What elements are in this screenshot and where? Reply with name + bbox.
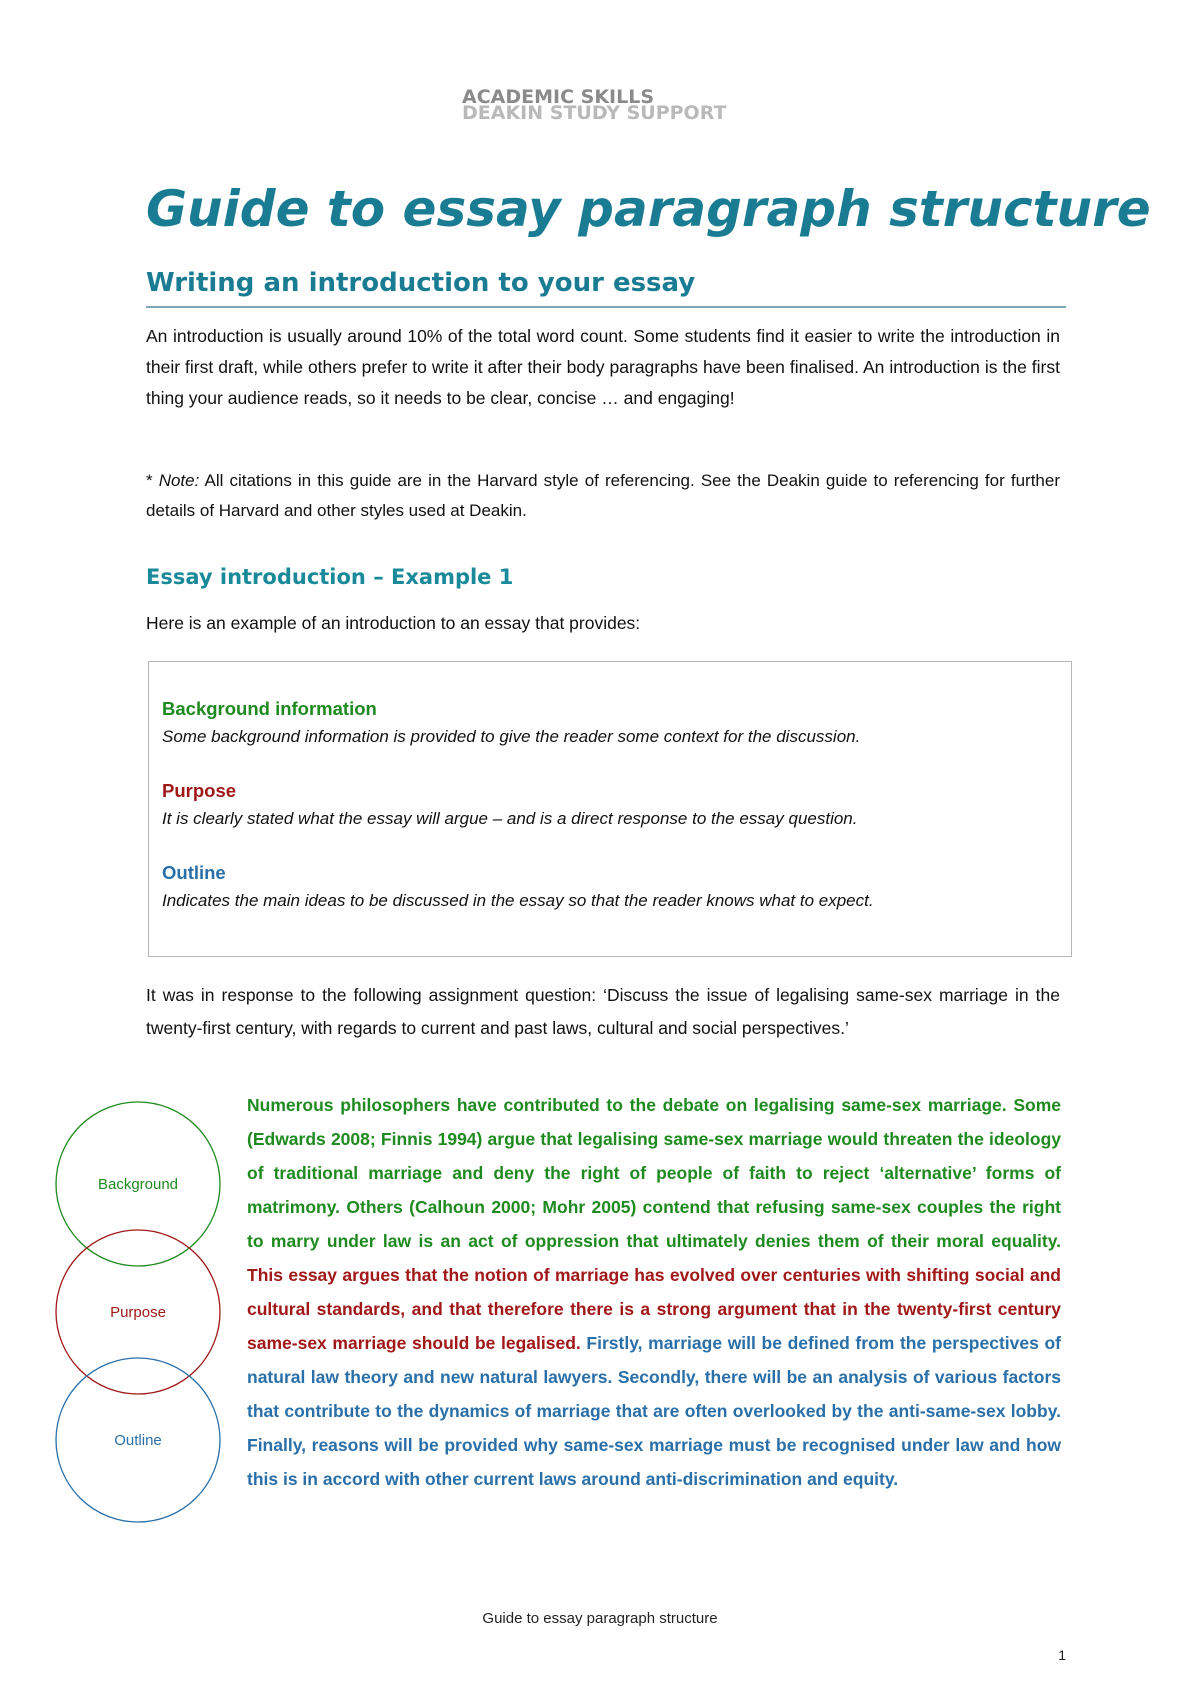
key-desc-background: Some background information is provided to give the reader some context for the discussion. bbox=[162, 727, 861, 746]
example-heading: Essay introduction – Example 1 bbox=[146, 565, 514, 589]
key-label-outline: Outline bbox=[162, 862, 226, 883]
logo-line-deakin-study-support: DEAKIN STUDY SUPPORT bbox=[462, 102, 727, 124]
footer-title: Guide to essay paragraph structure bbox=[482, 1610, 718, 1627]
citation-note bbox=[146, 466, 1060, 526]
structure-circles-diagram bbox=[48, 1100, 228, 1536]
note-text: All citations in this guide are in the Harvard style of referencing. See the Deakin guide to referencing for further details of Harvard and other styles used at Deakin. bbox=[146, 471, 1060, 520]
document-title: Guide to essay paragraph structure bbox=[146, 180, 1151, 238]
key-item-outline bbox=[162, 859, 874, 915]
intro-paragraph: An introduction is usually around 10% of the total word count. Some students find it easier to write the introduction in their first draft, while others prefer to write it after their body paragraphs have been finalised. An introduction is the first thing your audience reads, so it needs to be clear, concise … and engaging! bbox=[146, 326, 1060, 408]
key-item-purpose bbox=[162, 777, 857, 833]
colour-key-box bbox=[148, 661, 1072, 957]
section-heading-introduction: Writing an introduction to your essay bbox=[146, 268, 1066, 308]
key-label-purpose: Purpose bbox=[162, 780, 237, 801]
example-lead-text: Here is an example of an introduction to an essay that provides: bbox=[146, 613, 641, 633]
key-desc-purpose: It is clearly stated what the essay will argue – and is a direct response to the essay question. bbox=[162, 809, 858, 828]
example-essay-introduction bbox=[247, 1088, 1061, 1496]
key-desc-outline: Indicates the main ideas to be discussed in the essay so that the reader knows what to expect. bbox=[162, 891, 874, 910]
assignment-question: It was in response to the following assignment question: ‘Discuss the issue of legalising same-sex marriage in the twenty-first century, with regards to current and past laws, cultural and social perspectives.’ bbox=[146, 985, 1060, 1038]
essay-background-segment: Numerous philosophers have contributed to the debate on legalising same-sex marriage. Some (Edwards 2008; Finnis 1994) argue that legalising same-sex marriage would threaten the ideology of traditional marriage and deny the right of people of faith to reject ‘alternative’ forms of matrimony. Others (Calhoun 2000; Mohr 2005) contend that refusing same-sex couples the right to marry under law is an act of oppression that ultimately denies them of their moral equality. bbox=[247, 1095, 1061, 1251]
outline-circle-label: Outline bbox=[114, 1432, 162, 1449]
note-label: Note: bbox=[158, 471, 200, 490]
page-number: 1 bbox=[1058, 1647, 1066, 1663]
logo-line-academic-skills: ACADEMIC SKILLS bbox=[462, 86, 655, 108]
essay-outline-segment: Firstly, marriage will be defined from the perspectives of natural law theory and new natural lawyers. Secondly, there will be an analysis of various factors that contribute to the dynamics of marriage that are often overlooked by the anti-same-sex lobby. Finally, reasons will be provided why same-sex marriage must be recognised under law and how this is in accord with other current laws around anti-discrimination and equity. bbox=[247, 1333, 1061, 1489]
key-item-background bbox=[162, 695, 860, 751]
note-prefix: * bbox=[146, 471, 159, 490]
background-circle-label: Background bbox=[97, 1176, 179, 1193]
academic-skills-logo bbox=[462, 86, 762, 126]
purpose-circle-label: Purpose bbox=[110, 1304, 166, 1321]
key-label-background: Background information bbox=[162, 698, 377, 719]
essay-purpose-segment: This essay argues that the notion of marriage has evolved over centuries with shifting social and cultural standards, and that therefore there is a strong argument that in the twenty-first century same-sex marriage should be legalised. bbox=[247, 1265, 1061, 1353]
